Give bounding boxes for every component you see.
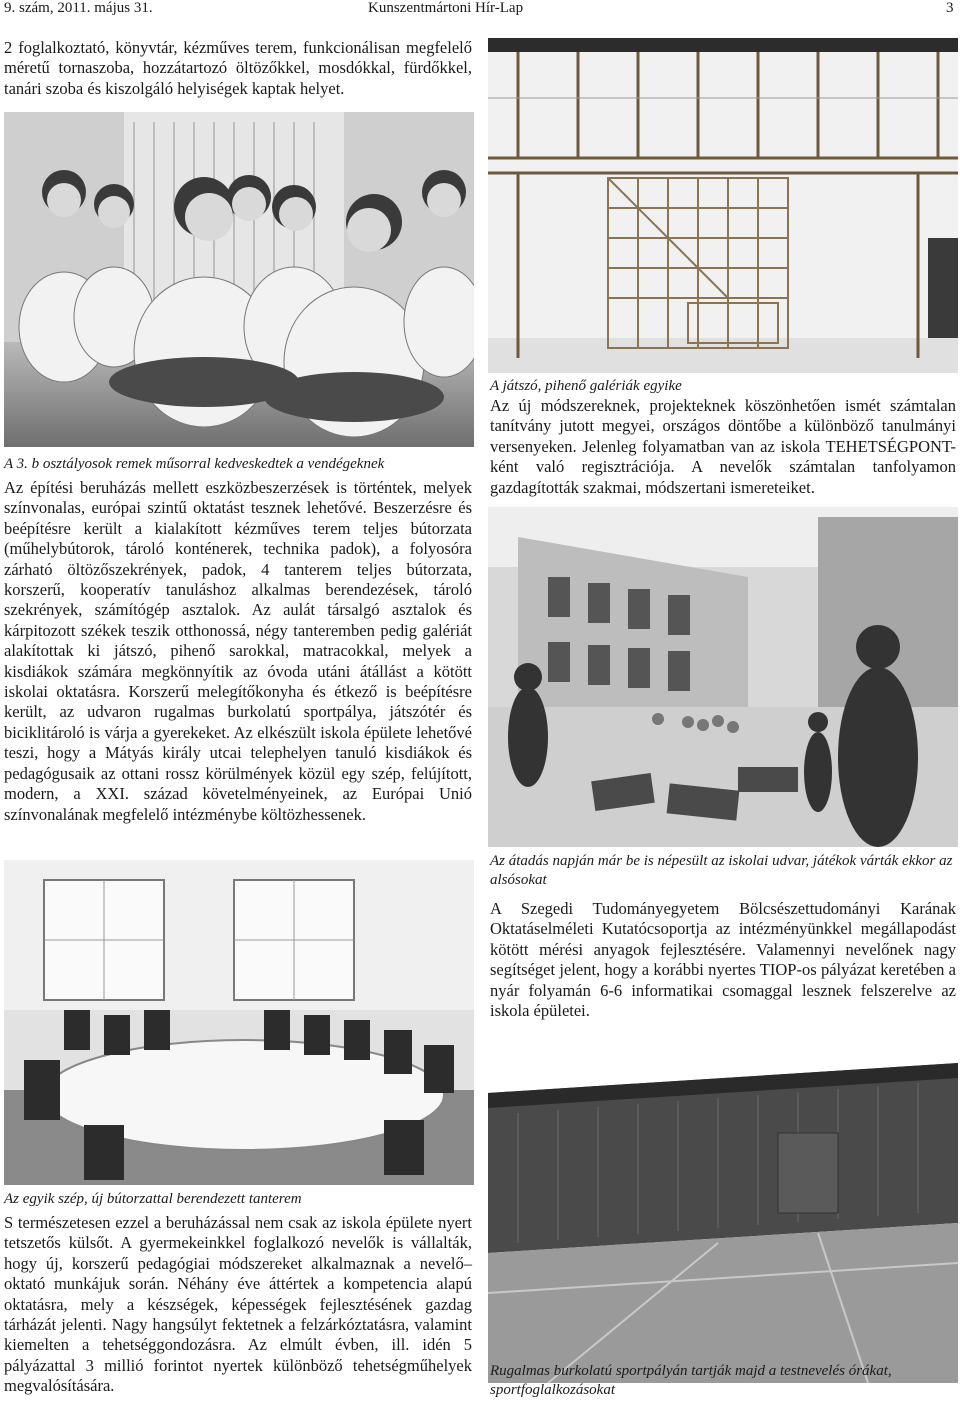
- children-photo-caption: A 3. b osztályosok remek műsorral kedveskedtek a vendégeknek: [4, 456, 385, 472]
- sports-field-photo-caption: Rugalmas burkolatú sportpályán tartják majd a testnevelés órákat, sportfoglalkozásokat: [490, 1363, 892, 1398]
- classroom-photo-caption: Az egyik szép, új bútorzattal berendezett tanterem: [4, 1191, 302, 1207]
- issue-date: 9. szám, 2011. május 31.: [4, 0, 153, 16]
- children-photo: [4, 112, 474, 447]
- page-header: [0, 0, 960, 22]
- page-number: 3: [946, 0, 954, 16]
- gallery-photo: [488, 38, 958, 373]
- publication-title: Kunszentmártoni Hír-Lap: [368, 0, 524, 16]
- courtyard-photo-caption: Az átadás napján már be is népesült az iskolai udvar, játékok várták ekkor az alsósokat: [490, 853, 953, 888]
- talent-paragraph: Az új módszereknek, projekteknek köszönhetően ismét számtalan tanítvány jutott megyei, országos döntőbe a különböző tanulmányi versenyeken. Jelenleg folyamatban van az iskola TEHETSÉGPONT-ként való regisztrációja. A nevelők számtalan tanfolyamon gazdagították szakmai, módszertani ismereteiket.: [490, 396, 956, 497]
- sports-field-photo: [488, 1033, 958, 1383]
- gallery-photo-caption: A játszó, pihenő galériák egyike: [490, 378, 682, 394]
- classroom-photo: [4, 860, 474, 1185]
- infrastructure-paragraph: Az építési beruházás mellett eszközbeszerzések is történtek, melyek színvonalas, európai szintű oktatást tesznek lehetővé. Beszerzésre és beépítésre került a kialakított kézműves terem teljes bútorzata (műhelybútorok, tároló konténerek, technika padok), a folyosóra zárható öltözőszekrények, padok, 4 tanterem teljes bútorzata, korszerű, kooperatív tanuláshoz alkalmas berendezések, tároló szekrények, számítógép asztalok. Az aulát társalgó asztalok és kárpitozott székek teszik otthonossá, négy tanteremben pedig galériát alakítottak ki játszó, pihenő sarokkal, matracokkal, melyek a kisdiákok számára megkönnyítik az óvoda utáni átállást a kötött iskolai oktatásra. Korszerű melegítőkonyha és étkező is beépítésre került, az udvaron rugalmas burkolatú sportpálya, játszótér és biciklitároló is várja a gyerekeket. Az elkészült iskola épülete lehetővé teszi, hogy a Mátyás király utcai telephelyen tanuló kisdiákok és pedagógusaik az ottani rossz körülmények közül egy szép, felújított, modern, a XXI. század követelményeinek, az Európai Unió színvonalának megfelelő intézménybe költözhessenek.: [4, 478, 472, 824]
- intro-paragraph: 2 foglalkoztató, könyvtár, kézműves terem, funkcionálisan megfelelő méretű tornaszoba, hozzátartozó öltözőkkel, mosdókkal, fürdőkkel, tanári szoba és kiszolgáló helyiségek kaptak helyet.: [4, 38, 472, 98]
- university-paragraph: A Szegedi Tudományegyetem Bölcsészettudományi Karának Oktatáselméleti Kutatócsoportja az intézményünkkel megállapodást kötött mérési anyagok fejlesztésére. Valamennyi nevelőnek nagy segítséget jelent, hogy a korábbi nyertes TIOP-os pályázat keretében a nyár folyamán 6-6 informatikai csomaggal lesznek felszerelve az iskola épületei.: [490, 899, 956, 1021]
- courtyard-photo: [488, 507, 958, 847]
- methods-paragraph: S természetesen ezzel a beruházással nem csak az iskola épülete nyert tetszetős külsőt. A gyermekeinkkel foglalkozó nevelők is vállalták, hogy új, korszerű pedagógiai módszereket alkalmaznak a nevelő–oktató munkájuk során. Néhány éve áttértek a kompetencia alapú oktatásra, mely a készségek, képességek fejlesztésének gazdag tárházát jelenti. Nagy hangsúlyt fektetnek a felzárkóztatásra, valamint kiemelten a tehetséggondozásra. Az elmúlt évben, ill. idén 5 pályázattal 3 millió forintot nyertek különböző tehetségműhelyek megvalósítására.: [4, 1213, 472, 1396]
